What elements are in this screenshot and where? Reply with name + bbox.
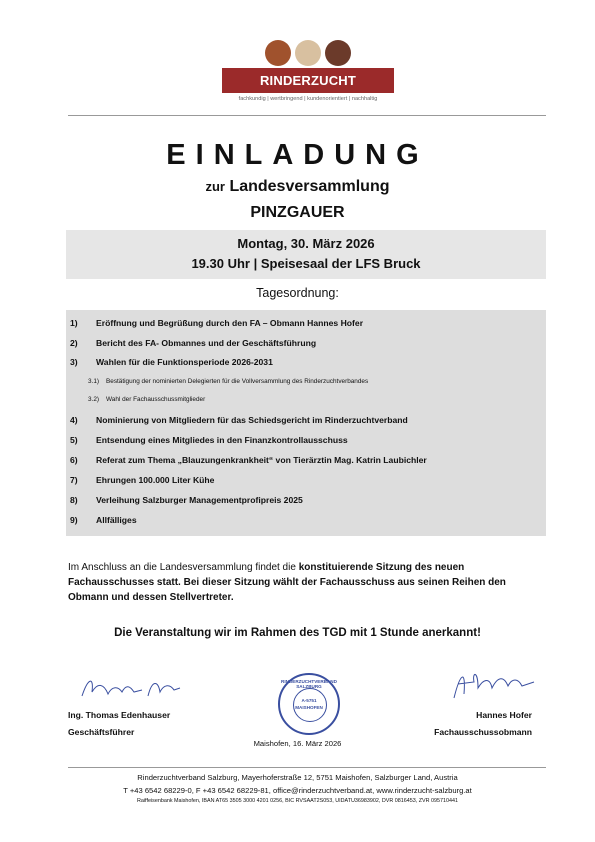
logo-tagline: fachkundig | wertbringend | kundenorientiert | nachhaltig (238, 96, 378, 102)
closing-paragraph: Im Anschluss an die Landesversammlung findet die konstituierende Sitzung des neuen Fachausschusses statt. Bei dieser Sitzung wählt der Fachausschuss aus seinen Reihen den Obmann und dessen Stellvertreter. (68, 562, 506, 603)
logo (222, 40, 394, 114)
footer-contact: T +43 6542 68229-0, F +43 6542 68229-81, office@rinderzuchtverband.at, www.rinderzucht-salzburg.at (123, 786, 472, 795)
tgd-notice: Die Veranstaltung wir im Rahmen des TGD mit 1 Stunde anerkannt! (114, 627, 481, 639)
signer-left-name: Ing. Thomas Edenhauser (68, 710, 171, 720)
footer-bank: Raiffeisenbank Maishofen, IBAN AT65 3505 3000 4201 0256, BIC RVSAAT2S053, UIDATU36983902, DVR 0816453, ZVR 095710441 (136, 798, 459, 804)
subtitle-main: Landesversammlung (229, 178, 390, 195)
place-date: Maishofen, 16. März 2026 (253, 739, 342, 748)
date-box (66, 230, 546, 279)
header-divider (68, 115, 546, 116)
footer-address: Rinderzuchtverband Salzburg, Mayerhoferstraße 12, 5751 Maishofen, Salzburger Land, Austria (137, 773, 458, 782)
logo-name: RINDERZUCHT SALZBURG (222, 68, 394, 93)
cattle-heads-icon (222, 40, 394, 68)
signature-right (448, 664, 538, 704)
association-seal: RINDERZUCHTVERBAND SALZBURG A-5751 MAISHOFEN (278, 673, 340, 735)
footer-divider (68, 767, 546, 768)
event-time-place: 19.30 Uhr | Speisesaal der LFS Bruck (191, 256, 421, 271)
signer-right-role: Fachausschussobmann (434, 727, 532, 737)
document-title: EINLADUNG (166, 139, 429, 171)
breed-name: PINZGAUER (250, 204, 345, 221)
event-date: Montag, 30. März 2026 (237, 236, 375, 251)
agenda-box: 1) Eröffnung und Begrüßung durch den FA – Obmann Hannes Hofer 2) Bericht des FA- Obmannes und der Geschäftsführung 3) Wahlen für die Funktionsperiode 2026-2031 3.1) Bestätigung der nominierten Delegierten für die Vollversammlung des Rinderzuchtverbandes 3.2) Wahl der Fachausschussmitglieder 4) Nominierung von Mitgliedern für das Schiedsgericht im Rinderzuchtverband 5) Entsendung eines Mitgliedes in den Finanzkontrollausschuss 6) Referat zum Thema „Blauzungenkrankheit“ von Tierärztin Mag. Katrin Laubichler 7) Ehrungen 100.000 Liter Kühe 8) Verleihung Salzburger Managementprofipreis 2025 9) Allfälliges (66, 310, 546, 536)
signer-right-name: Hannes Hofer (476, 710, 532, 720)
subtitle (0, 178, 595, 196)
signature-left (78, 672, 183, 704)
subtitle-prefix: zur (205, 179, 225, 194)
signer-left-role: Geschäftsführer (68, 727, 135, 737)
agenda-heading: Tagesordnung: (256, 286, 339, 300)
